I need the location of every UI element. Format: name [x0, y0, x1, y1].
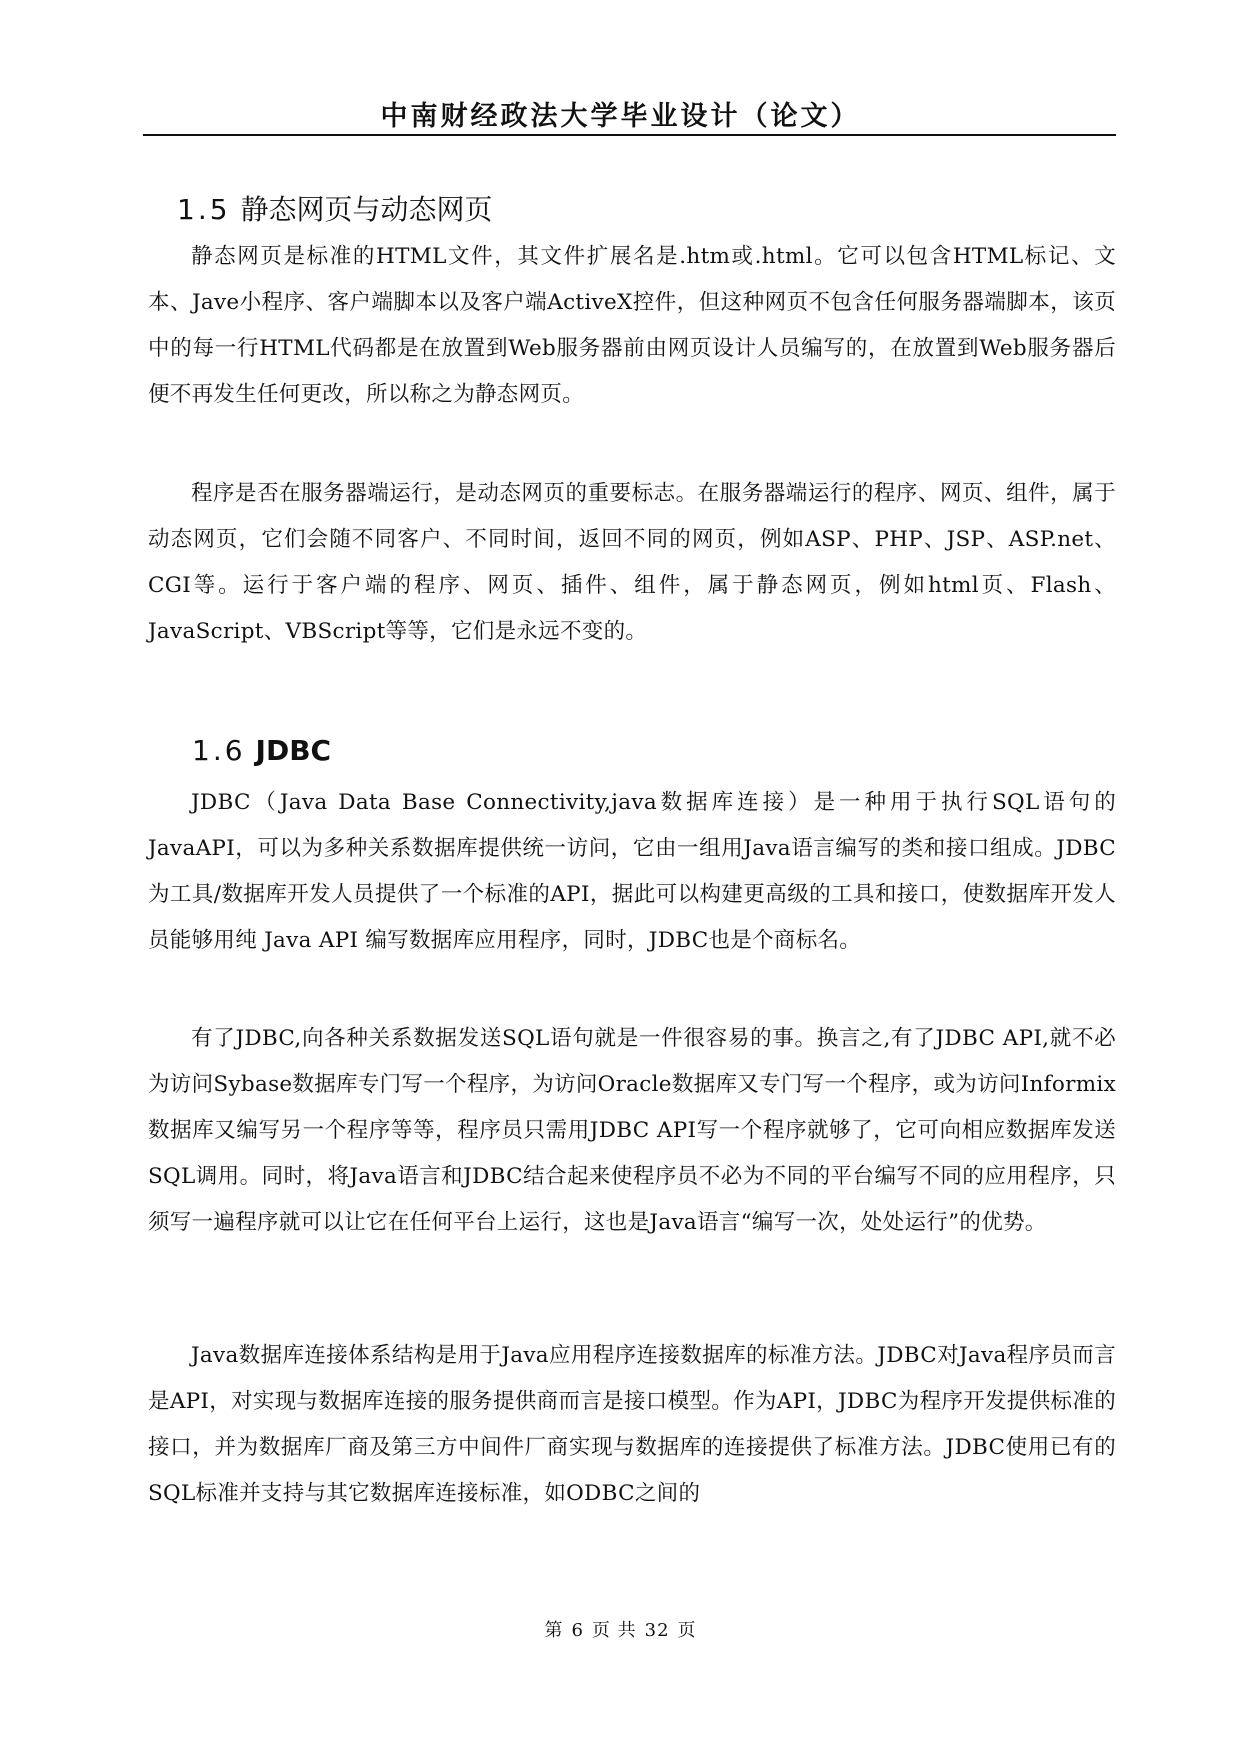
header-divider	[143, 134, 1116, 136]
section-title: 静态网页与动态网页	[240, 193, 493, 226]
paragraph-jdbc-advantages: 有了JDBC,向各种关系数据发送SQL语句就是一件很容易的事。换言之,有了JDBC API,就不必为访问Sybase数据库专门写一个程序，为访问Oracle数据库又专门写一个程序，或为访问Informix数据库又编写另一个程序等等，程序员只需用JDBC API写一个程序就够了，它可向相应数据库发送SQL调用。同时，将Java语言和JDBC结合起来使程序员不必为不同的平台编写不同的应用程序，只须写一遍程序就可以让它在任何平台上运行，这也是Java语言“编写一次，处处运行”的优势。	[148, 1026, 1116, 1235]
section-heading-1-5	[177, 188, 493, 228]
footer-middle: 页 共	[591, 1620, 637, 1641]
document-header-title: 中南财经政法大学毕业设计（论文）	[380, 101, 861, 132]
footer-prefix: 第	[544, 1620, 564, 1641]
section-number: 1.5	[177, 193, 231, 226]
section-heading-1-6	[192, 734, 331, 767]
paragraph-jdbc-architecture: Java数据库连接体系结构是用于Java应用程序连接数据库的标准方法。JDBC对Java程序员而言是API，对实现与数据库连接的服务提供商而言是接口模型。作为API，JDBC为程序开发提供标准的接口，并为数据库厂商及第三方中间件厂商实现与数据库的连接提供了标准方法。JDBC使用已有的SQL标准并支持与其它数据库连接标准，如ODBC之间的	[148, 1343, 1116, 1506]
section-number: 1.6	[192, 734, 246, 767]
paragraph-jdbc-definition: JDBC（Java Data Base Connectivity,java数据库连接）是一种用于执行SQL语句的JavaAPI，可以为多种关系数据库提供统一访问，它由一组用Java语言编写的类和接口组成。JDBC为工具/数据库开发人员提供了一个标准的API，据此可以构建更高级的工具和接口，使数据库开发人员能够用纯 Java API 编写数据库应用程序，同时，JDBC也是个商标名。	[148, 790, 1116, 953]
paragraph-static-pages: 静态网页是标准的HTML文件，其文件扩展名是.htm或.html。它可以包含HTML标记、文本、Jave小程序、客户端脚本以及客户端ActiveX控件，但这种网页不包含任何服务器端脚本，该页中的每一行HTML代码都是在放置到Web服务器前由网页设计人员编写的，在放置到Web服务器后便不再发生任何更改，所以称之为静态网页。	[148, 244, 1116, 407]
page-number-footer	[0, 1616, 1241, 1642]
footer-total-pages: 32	[644, 1620, 670, 1641]
section-title: JDBC	[255, 734, 332, 767]
footer-suffix: 页	[677, 1620, 697, 1641]
paragraph-dynamic-pages: 程序是否在服务器端运行，是动态网页的重要标志。在服务器端运行的程序、网页、组件，属于动态网页，它们会随不同客户、不同时间，返回不同的网页，例如ASP、PHP、JSP、ASP.net、CGI等。运行于客户端的程序、网页、插件、组件，属于静态网页，例如html页、Flash、JavaScript、VBScript等等，它们是永远不变的。	[148, 481, 1116, 644]
footer-current-page: 6	[571, 1620, 584, 1641]
